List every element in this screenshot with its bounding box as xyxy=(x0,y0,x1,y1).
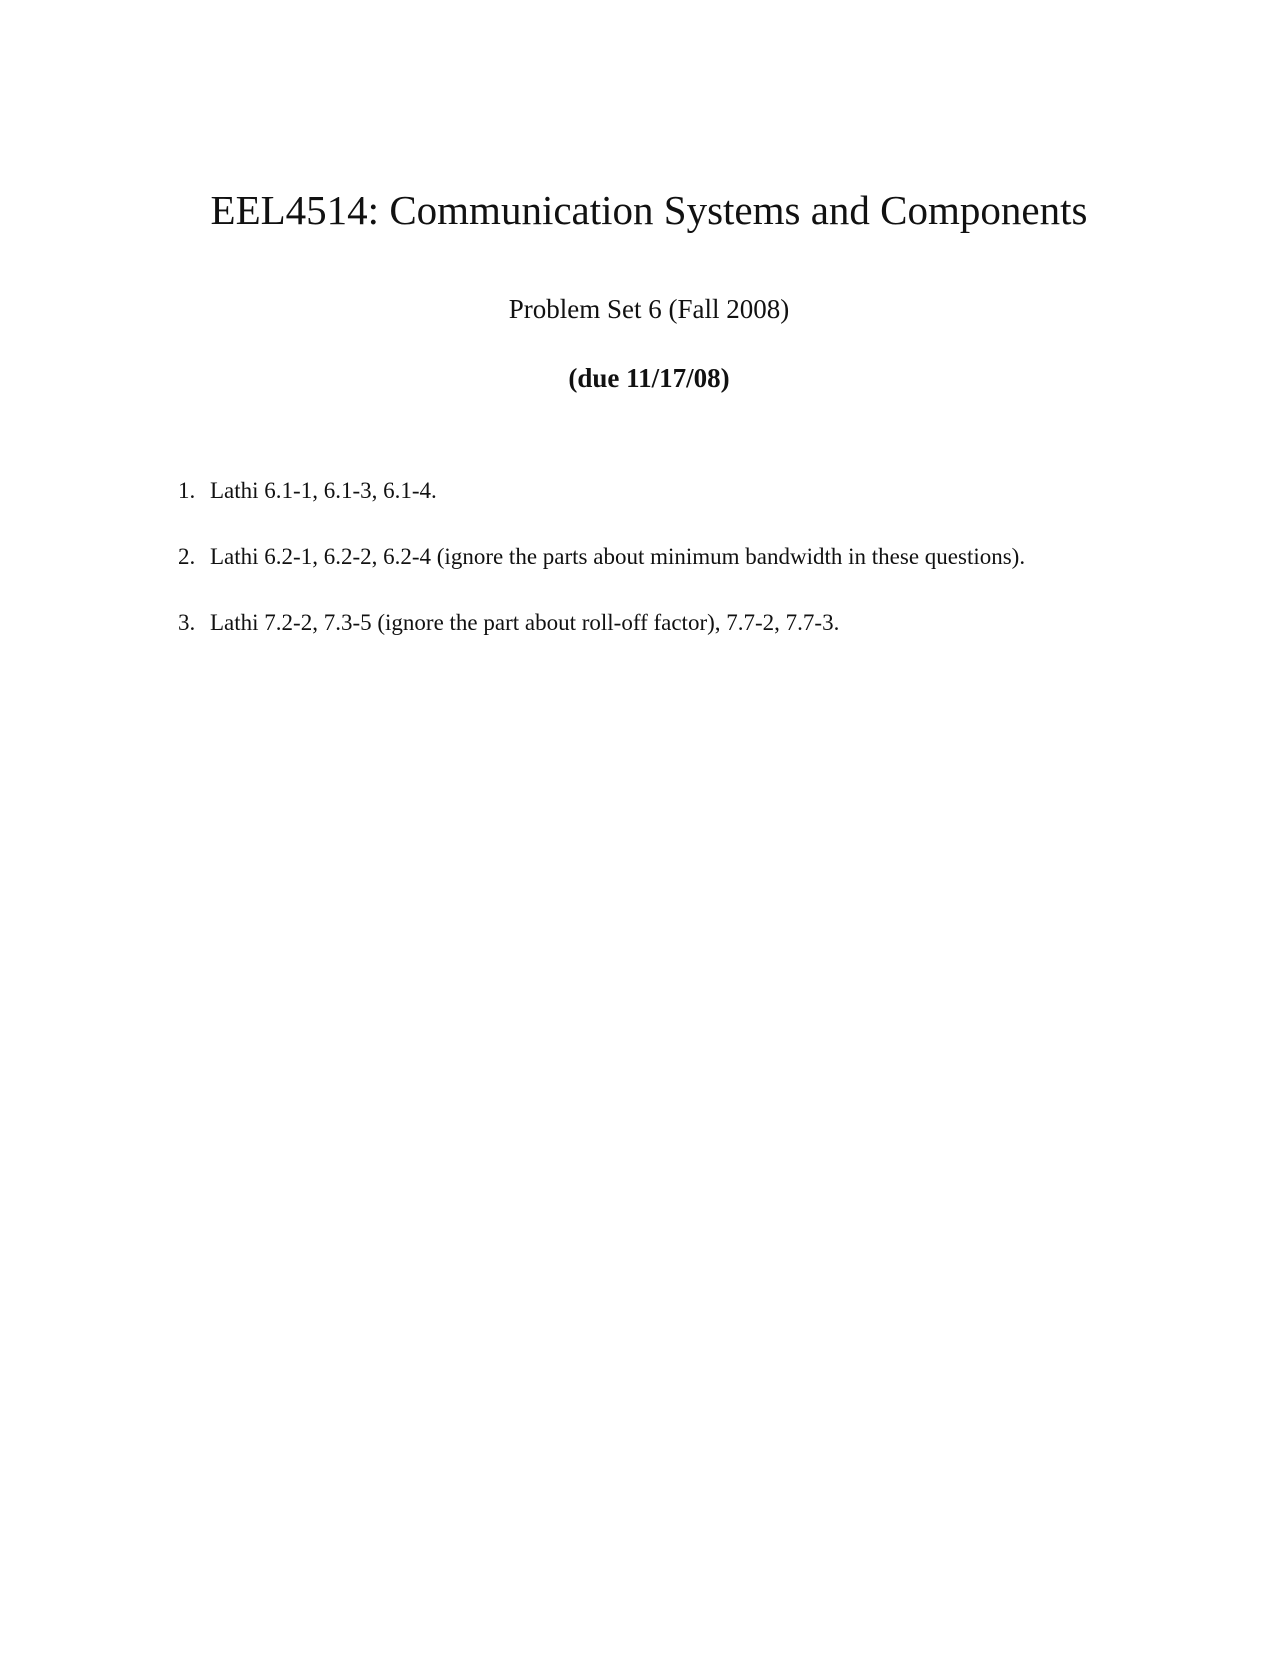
problem-text: Lathi 6.1-1, 6.1-3, 6.1-4. xyxy=(210,478,437,503)
problem-text: Lathi 7.2-2, 7.3-5 (ignore the part about roll-off factor), 7.7-2, 7.7-3. xyxy=(210,610,840,635)
problem-text: Lathi 6.2-1, 6.2-2, 6.2-4 (ignore the parts about minimum bandwidth in these questions). xyxy=(210,544,1026,569)
problem-item-3 xyxy=(178,608,839,638)
problem-set-subtitle: Problem Set 6 (Fall 2008) xyxy=(508,294,790,324)
due-date: (due 11/17/08) xyxy=(568,363,730,393)
problem-number: 1. xyxy=(178,478,196,503)
problem-item-2 xyxy=(178,542,1025,572)
problem-item-1 xyxy=(178,476,437,506)
page-title: EEL4514: Communication Systems and Components xyxy=(210,187,1088,233)
problem-number: 2. xyxy=(178,544,196,569)
problem-number: 3. xyxy=(178,610,196,635)
